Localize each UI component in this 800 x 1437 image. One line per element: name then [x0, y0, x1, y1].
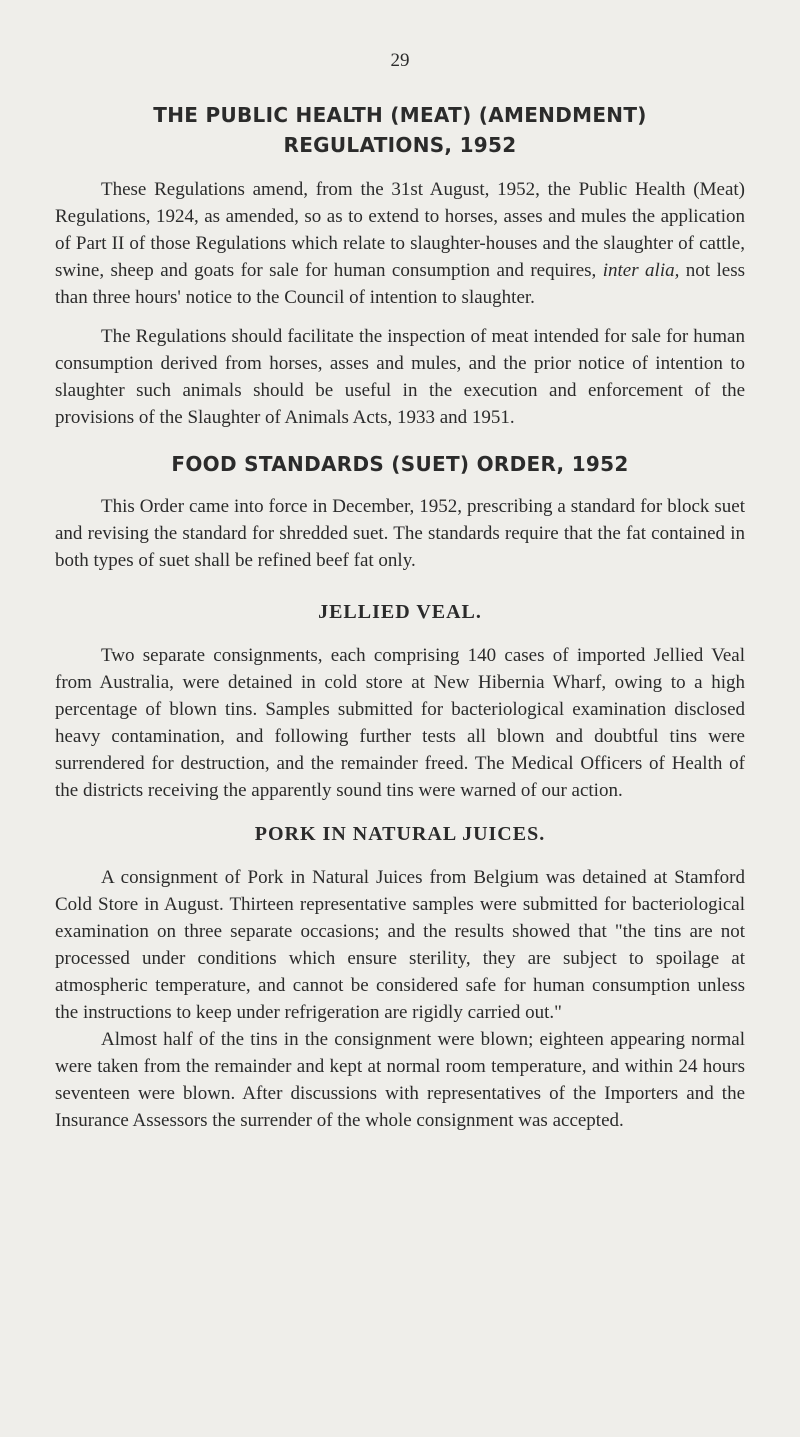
paragraph: This Order came into force in December, 1952, prescribing a standard for block suet and revising the standard for shredded suet. The standards require that the fat contained in both types of suet shall be refined beef fat only. — [55, 496, 745, 571]
paragraph: Two separate consignments, each comprising 140 cases of imported Jellied Veal from Australia, were detained in cold store at New Hibernia Wharf, owing to a high percentage of blown tins. Samples submitted for bacteriological examination disclosed heavy contamination, and following further tests all blown and doubtful tins were surrendered for destruction, and the remainder freed. The Medical Officers of Health of the districts receiving the apparently sound tins were warned of our action. — [55, 645, 745, 801]
heading-line-1: THE PUBLIC HEALTH (MEAT) (AMENDMENT) — [153, 103, 647, 127]
paragraph: The Regulations should facilitate the inspection of meat intended for sale for human consumption derived from horses, asses and mules, and the prior notice of intention to slaughter such animals should be useful in the execution and enforcement of the provisions of the Slaughter of Animals Acts, 1933 and 1951. — [55, 326, 745, 428]
section-suet-order — [55, 449, 745, 574]
section-heading — [55, 100, 745, 160]
document-page — [55, 50, 745, 1134]
heading-line-2: REGULATIONS, 1952 — [283, 133, 517, 157]
paragraph: Almost half of the tins in the consignment were blown; eighteen appearing normal were taken from the remainder and kept at normal room temperature, and within 24 hours seventeen were blown. After discussions with representatives of the Importers and the Insurance Assessors the surrender of the whole consignment was accepted. — [55, 1029, 745, 1131]
text-run: not less than three hours' notice to the Council of intention to slaughter. — [55, 260, 745, 308]
page-number: 29 — [390, 50, 410, 71]
section-pork-natural-juices — [55, 820, 745, 1134]
section-heading: FOOD STANDARDS (SUET) ORDER, 1952 — [171, 452, 629, 476]
paragraph: A consignment of Pork in Natural Juices from Belgium was detained at Stamford Cold Store in August. Thirteen representative samples were submitted for bacteriological examination on three separate occasions; and the results showed that "the tins are not processed under conditions which ensure sterility, they are subject to spoilage at atmospheric temperature, and cannot be considered safe for human consumption unless the instructions to keep under refrigeration are rigidly carried out." — [55, 867, 745, 1023]
text-run: These Regulations amend, from the 31st August, 1952, the Public Health (Meat) Regulations, 1924, as amended, so as to extend to horses, asses and mules the application of Part II of those Regulations which relate to slaughter-houses and the slaughter of cattle, swine, sheep and goats for sale for human consumption and requires, — [55, 179, 745, 281]
section-jellied-veal — [55, 598, 745, 804]
section-meat-regulations — [55, 100, 745, 431]
section-heading: PORK IN NATURAL JUICES. — [254, 823, 546, 845]
italic-text: inter alia, — [602, 260, 680, 281]
section-heading: JELLIED VEAL. — [318, 601, 482, 623]
paragraph — [55, 176, 745, 311]
